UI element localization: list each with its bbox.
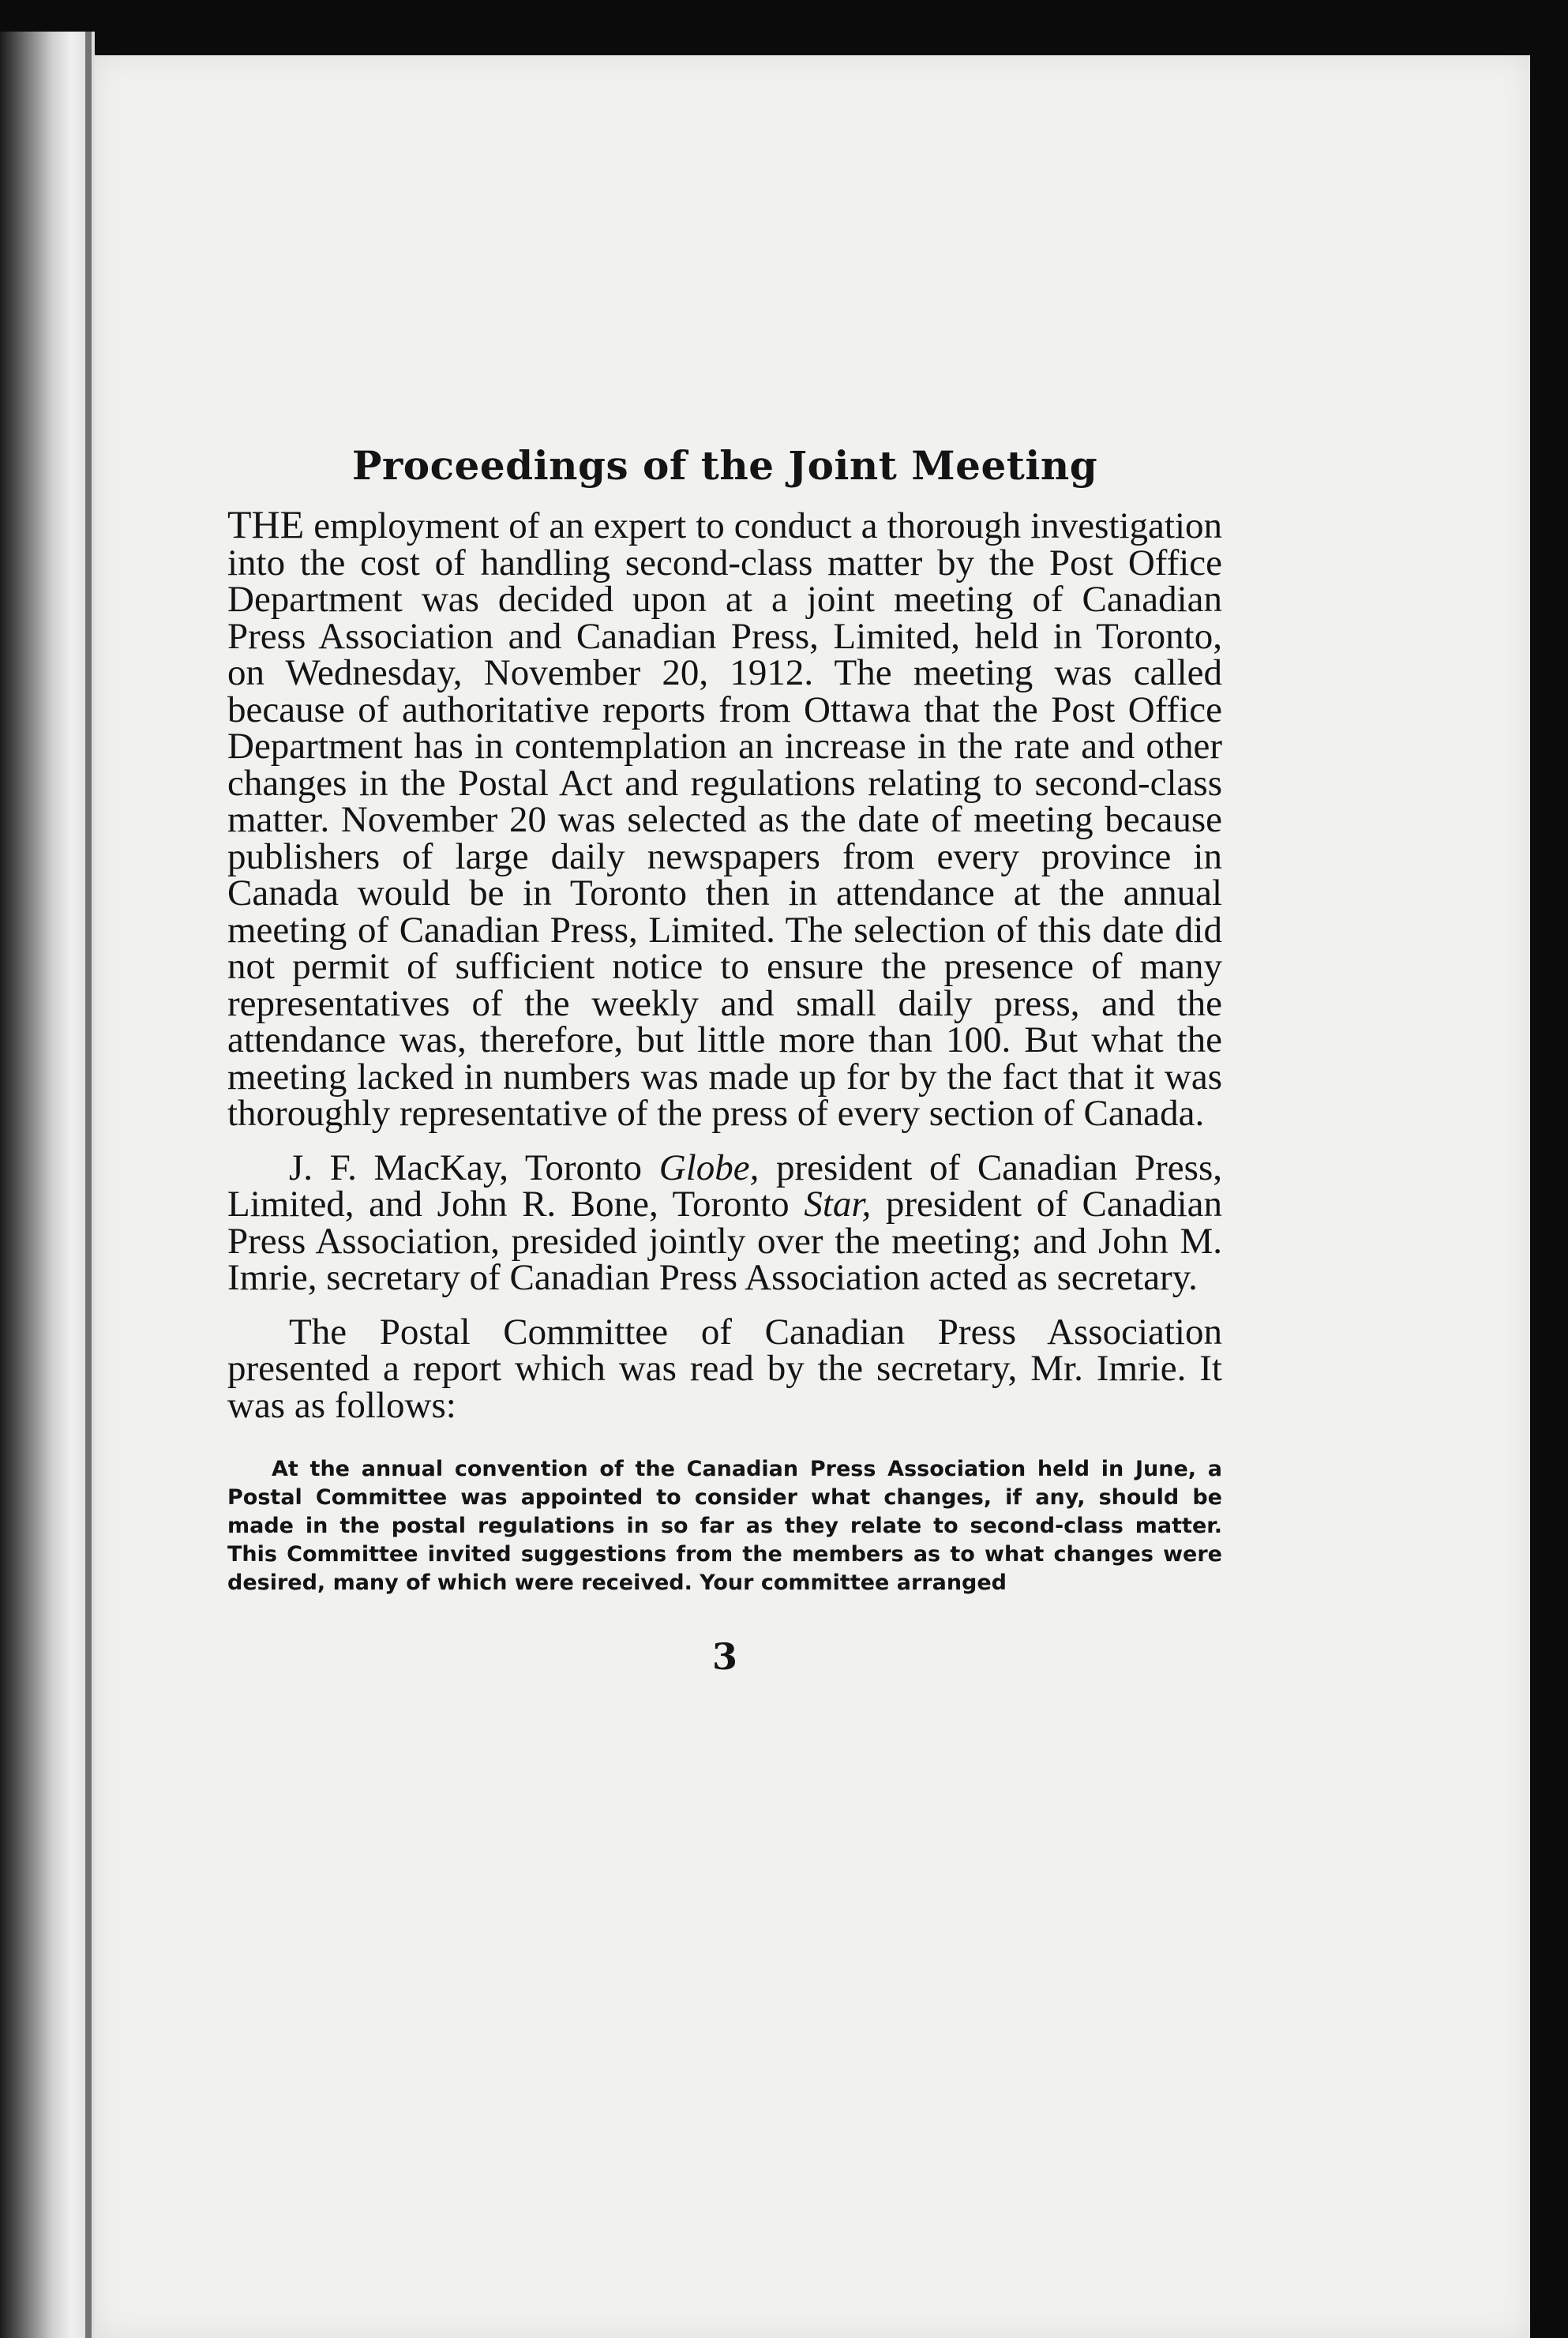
paragraph-3: The Postal Committee of Canadian Press Association presented a report which was read by the secretary, Mr. Imrie. It was as follows:	[227, 1311, 1222, 1426]
paragraph-lead-word: THE	[227, 502, 305, 546]
paragraph-2	[227, 1146, 1222, 1298]
paragraph-2-text-b: president of Canadian Press, Limited, and John R. Bone, Toronto	[227, 1146, 1222, 1225]
paragraph-2-text-c: president of Canadian Press Association, presided jointly over the meeting; and John M. Imrie, secretary of Canadian Press Association acted as secretary.	[227, 1184, 1222, 1298]
paragraph-1-text: employment of an expert to conduct a thorough investigation into the cost of handling second-class matter by the Post Office Department was decided upon at a joint meeting of Canadian Press Association and Canadian Press, Limited, held in Toronto, on Wednesday, November 20, 1912. The meeting was called because of authoritative reports from Ottawa that the Post Office Department has in contemplation an increase in the rate and other changes in the Postal Act and regulations relating to second-class matter. November 20 was selected as the date of meeting because publishers of large daily newspapers from every province in Canada would be in Toronto then in attendance at the annual meeting of Canadian Press, Limited. The selection of this date did not permit of sufficient notice to ensure the presence of many representatives of the weekly and small daily press, and the attendance was, therefore, but little more than 100. But what the meeting lacked in numbers was made up for by the fact that it was thoroughly representative of the press of every section of Canada.	[227, 505, 1222, 1134]
binding-gutter-line	[85, 32, 92, 2338]
page-binding-edge	[0, 32, 95, 2338]
page-number: 3	[711, 1635, 737, 1678]
newspaper-name-globe: Globe,	[658, 1146, 760, 1188]
newspaper-name-star: Star,	[804, 1184, 872, 1225]
paragraph-1	[227, 502, 1222, 1134]
paragraph-2-text-a: J. F. MacKay, Toronto	[289, 1146, 659, 1188]
page-content	[227, 442, 1222, 1678]
page-title: Proceedings of the Joint Meeting	[351, 442, 1098, 489]
quoted-report: At the annual convention of the Canadian Press Association held in June, a Postal Committee was appointed to consider what changes, if any, should be made in the postal regulations in so far as they relate to second-class matter. This Committee invited suggestions from the members as to what changes were desired, many of which were received. Your committee arranged	[227, 1457, 1222, 1595]
